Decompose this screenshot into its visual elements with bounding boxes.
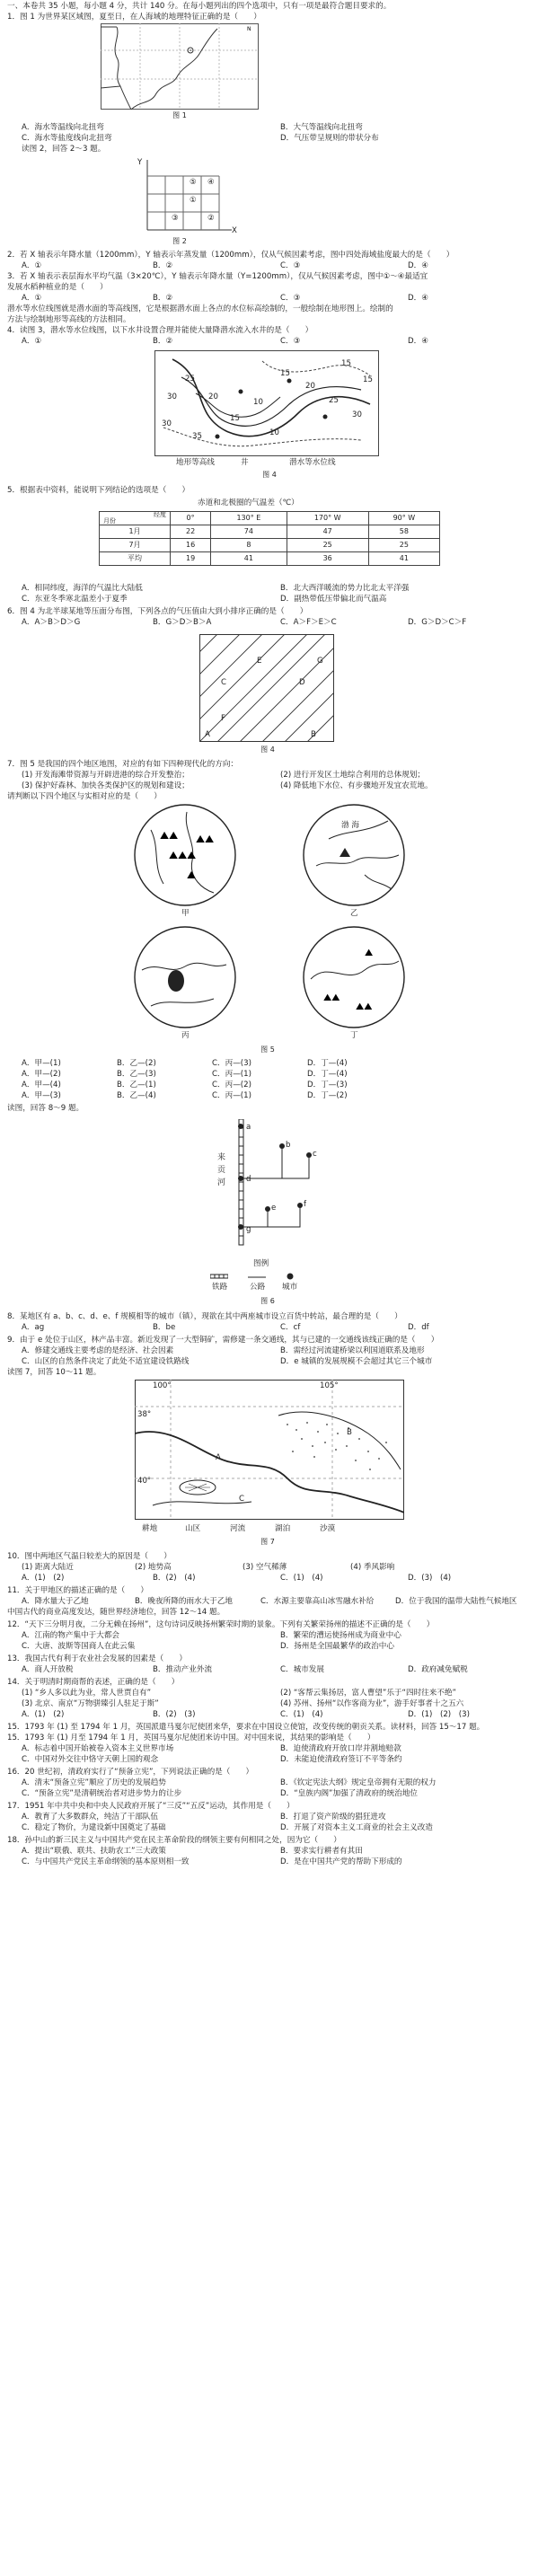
- question-12-stem: 12．“天下三分明月夜，二分无赖在扬州”，这句诗词反映扬州繁荣时期的景象。下列有关繁荣扬州的描述不正确的是（ ）: [7, 1620, 435, 1629]
- q8-option-b: B．be: [153, 1323, 176, 1332]
- legend-railway: 铁路: [212, 1283, 228, 1292]
- q10-option-d: D．(3) (4): [408, 1574, 452, 1583]
- question-11-stem: 11．关于甲地区的描述正确的是（ ）: [7, 1586, 149, 1595]
- q15-note: 15．1793 年 (1) 至 1794 年 1 月，英国派遣马戛尔尼使团来华，要求在中国设立使馆，改变传统的朝贡关系。读材料，回答 15～17 题。: [7, 1723, 485, 1732]
- map-ding: [302, 925, 406, 1029]
- q7-option-d3: D．丁—(3): [307, 1081, 348, 1090]
- table-cell: 7月: [100, 539, 171, 552]
- figure-isobar-diagram: [199, 634, 334, 742]
- point-label: F: [221, 714, 225, 723]
- q2-option-d: D．④: [408, 261, 428, 270]
- q5-option-d: D．副热带低压带偏北而气温高: [280, 595, 387, 604]
- question-3-stem: 3．若 X 轴表示表层海水平均气温（3×20℃），Y 轴表示年降水量（Y=1200mm），仅从气候因素考虑，图中①～④最适宜: [7, 272, 428, 281]
- q5-option-b: B．北大西洋暖流的势力比北太平洋强: [280, 584, 410, 593]
- table-cell: 36: [287, 552, 368, 566]
- contour-label: 20: [208, 393, 218, 401]
- q14-option-c: C．(1) (4): [280, 1710, 323, 1719]
- contour-label: 25: [185, 375, 195, 384]
- river-label: 来 贡 河: [217, 1153, 226, 1187]
- svg-text:⛰⛰: ⛰⛰: [196, 833, 215, 845]
- q14-item-2: (2) “客帮云集扬居，富人曹望”乐于“四时往来不绝”: [280, 1689, 456, 1698]
- svg-text:⛰: ⛰: [365, 947, 374, 958]
- q2-option-a: A．①: [22, 261, 42, 270]
- q7-option-a3: A．甲—(4): [22, 1081, 61, 1090]
- q12-option-a: A．江南的物产集中于大都会: [22, 1631, 120, 1640]
- svg-text:⛰⛰: ⛰⛰: [160, 829, 179, 842]
- question-9-stem: 9．由于 e 处位于山区，林产品丰富。新近发现了一大型铜矿，需修建一条交通线，其与已建的一交通线该线正确的是（ ）: [7, 1336, 439, 1345]
- q13-option-c: C．城市发展: [280, 1665, 324, 1674]
- figure-2-point-2: ②: [207, 214, 215, 223]
- contour-label: 10: [253, 398, 263, 407]
- q10-item-1: (1) 距离大陆近: [22, 1563, 74, 1572]
- figure-2-x-label: X: [232, 226, 237, 235]
- table-cell: 41: [368, 552, 439, 566]
- question-8-stem: 8．某地区有 a、b、c、d、e、f 规模相等的城市（镇），现欲在其中两座城市设立百货中转站，最合理的是（ ）: [7, 1312, 402, 1321]
- figure-7-region-map: [135, 1380, 404, 1520]
- q16-option-c: C．“预备立宪”是清朝统治者对进步势力的让步: [22, 1789, 182, 1798]
- table-row: [100, 539, 440, 552]
- table-header-month: 月份: [103, 517, 116, 525]
- question-7-stem: 7．图 5 是我国的四个地区地图，对应的有如下四种现代化的方向：: [7, 760, 239, 769]
- q2-option-c: C．③: [280, 261, 301, 270]
- q7-note: 读图，回答 8～9 题。: [7, 1104, 84, 1113]
- contour-label: 15: [280, 369, 290, 378]
- table-header: 170° W: [287, 512, 368, 525]
- table-cell: 47: [287, 525, 368, 539]
- q12-option-c: C．大唐、波斯等国商人在此云集: [22, 1642, 136, 1651]
- city-label: g: [246, 1225, 251, 1234]
- q7-option-b: B．乙—(2): [117, 1059, 156, 1068]
- figure-2-grid: [135, 158, 234, 235]
- q9-option-b: B．需经过河流建桥梁以利国道联系及地形: [280, 1346, 425, 1355]
- q7-option-c3: C．丙—(2): [212, 1081, 251, 1090]
- q7-option-d: D．丁—(4): [307, 1059, 348, 1068]
- q7-option-c: C．丙—(3): [212, 1059, 251, 1068]
- q7-option-a: A．甲—(1): [22, 1059, 61, 1068]
- figure-6-transport-map: [228, 1119, 327, 1254]
- city-label: f: [304, 1200, 307, 1209]
- section-header: 一、本卷共 35 小题，每小题 4 分，共计 140 分。在每小题列出的四个选项中，只有一项是最符合题目要求的。: [7, 2, 392, 11]
- legend-city-icon: [286, 1272, 295, 1281]
- figure-legend-contour: 地形等高线: [176, 458, 215, 467]
- q8-option-a: A．ag: [22, 1323, 45, 1332]
- q18-option-a: A．提出“联俄、联共、扶助农工”三大政策: [22, 1847, 166, 1856]
- q7-option-d4: D．丁—(2): [307, 1091, 348, 1100]
- question-14-stem: 14．关于明清时期商帮的表述，正确的是（ ）: [7, 1678, 180, 1687]
- table-cell: 58: [368, 525, 439, 539]
- figure-legend-well: 井: [241, 458, 249, 467]
- q7-option-c2: C．丙—(1): [212, 1070, 251, 1079]
- q10-option-b: B．(2) (4): [153, 1574, 196, 1583]
- question-1-stem: 1．图 1 为世界某区域图，夏至日，在人海域的地理特征正确的是（ ）: [7, 13, 261, 22]
- q14-item-3: (3) 北京、南京“万物骈臻引人驻足于斯”: [22, 1699, 159, 1708]
- q18-option-b: B．要求实行耕者有其田: [280, 1847, 363, 1856]
- q7-item-2: (2) 进行开发区土地综合利用的总体规划；: [280, 771, 425, 780]
- contour-label: 35: [192, 432, 202, 441]
- table-header: 0°: [171, 512, 211, 525]
- q15-option-c: C．中国对外交往中恪守天朝上国的观念: [22, 1755, 159, 1764]
- q7-option-b4: B．乙—(4): [117, 1091, 156, 1100]
- q7-option-d2: D．丁—(4): [307, 1070, 348, 1079]
- q11-option-b: B．晚夜所降的雨水大于乙地: [135, 1597, 234, 1606]
- q7-ask: 请判断以下四个地区与实相对应的是（ ）: [7, 792, 162, 801]
- legend-lake: 湖泊: [275, 1524, 291, 1533]
- q9-option-d: D．e 城镇的发展规模不会超过其它三个城市: [280, 1357, 433, 1366]
- contour-label: 30: [167, 393, 177, 401]
- q3-option-c: C．③: [280, 294, 301, 303]
- q7-option-c4: C．丙—(1): [212, 1091, 251, 1100]
- question-10-stem: 10．图中两地区气温日较差大的原因是（ ）: [7, 1552, 172, 1561]
- map-yi: [302, 803, 406, 907]
- question-16-stem: 16．20 世纪初，清政府实行了“预备立宪”，下列说法正确的是（ ）: [7, 1768, 254, 1777]
- q15-option-b: B．迫使清政府开放口岸并割地赔款: [280, 1744, 401, 1753]
- q1-option-d: D．气压带呈规则的带状分布: [280, 134, 379, 143]
- question-13-stem: 13．我国古代有利于农业社会发展的因素是（ ）: [7, 1654, 187, 1663]
- q14-option-a: A．(1) (2): [22, 1710, 65, 1719]
- map-label: C: [239, 1495, 245, 1504]
- q10-option-c: C．(1) (4): [280, 1574, 323, 1583]
- q16-option-d: D．“皇族内阁”加强了清政府的统治地位: [280, 1789, 419, 1798]
- legend-title: 图例: [253, 1259, 269, 1268]
- table-cell: 16: [171, 539, 211, 552]
- q8-option-d: D．df: [408, 1323, 429, 1332]
- map-label: B: [347, 1428, 352, 1437]
- figure-2-point-5: ⑤: [190, 178, 197, 187]
- figure-2-y-label: Y: [137, 158, 143, 167]
- q7-item-4: (4) 降低地下水位、有步骤地开发宜农荒地。: [280, 781, 433, 790]
- q10-option-a: A．(1) (2): [22, 1574, 65, 1583]
- svg-text:⛰⛰: ⛰⛰: [356, 1001, 373, 1012]
- q6-option-c: C．A＞F＞E＞C: [280, 618, 337, 627]
- city-label: e: [271, 1204, 277, 1213]
- legend-farmland: 耕地: [142, 1524, 158, 1533]
- figure-1-map: [101, 23, 259, 110]
- table-header: 130° E: [211, 512, 287, 525]
- point-label: C: [221, 678, 227, 687]
- q7-option-a2: A．甲—(2): [22, 1070, 61, 1079]
- table-cell: 25: [368, 539, 439, 552]
- table-cell: 1月: [100, 525, 171, 539]
- q7-item-1: (1) 开发海滩带资源与开辟进港的综合开发整治；: [22, 771, 190, 780]
- city-label: c: [313, 1150, 317, 1159]
- q17-option-b: B．打退了资产阶级的猖狂进攻: [280, 1813, 386, 1822]
- point-label: G: [317, 657, 323, 666]
- q14-option-d: D．(1) (2) (3): [408, 1710, 470, 1719]
- q7-option-b3: B．乙—(1): [117, 1081, 156, 1090]
- table-row: [100, 552, 440, 566]
- svg-text:⛰⛰⛰: ⛰⛰⛰: [169, 849, 197, 861]
- city-label: a: [246, 1123, 251, 1132]
- legend-road: 公路: [250, 1283, 266, 1292]
- table-corner: [100, 512, 171, 525]
- q5-option-a: A．相同纬度，海洋的气温比大陆低: [22, 584, 143, 593]
- figure-2-caption: 图 2: [172, 237, 187, 245]
- q3-passage-line-1: 潜水等水位线图就是潜水面的等高线图，它是根据潜水面上各点的水位标高绘制的，一般绘制在地形图上。绘制的: [7, 304, 393, 313]
- q9-option-c: C．山区的自然条件决定了此处不适宜建设铁路线: [22, 1357, 190, 1366]
- table-row: [100, 525, 440, 539]
- table-cell: 平均: [100, 552, 171, 566]
- q1-option-c: C．海水等盐度线向北扭弯: [22, 134, 112, 143]
- q6-option-b: B．G＞D＞B＞A: [153, 618, 212, 627]
- q4-option-b: B．②: [153, 337, 173, 346]
- question-15-stem: 15．1793 年 (1) 月至 1794 年 1 月，英国马戛尔尼使团来访中国。对中国来说，其结果的影响是（ ）: [7, 1734, 375, 1742]
- question-2-stem: 2．若 X 轴表示年降水量（1200mm），Y 轴表示年蒸发量（1200mm），仅从气候因素考虑，图中四处海域盐度最大的是（ ）: [7, 251, 454, 260]
- svg-text:⛰⛰: ⛰⛰: [323, 992, 340, 1003]
- q2-option-b: B．②: [153, 261, 173, 270]
- contour-label: 15: [230, 414, 240, 423]
- q4-option-c: C．③: [280, 337, 301, 346]
- point-label: D: [299, 678, 305, 687]
- legend-railway-icon: [210, 1274, 228, 1279]
- question-17-stem: 17．1951 年中共中央和中央人民政府开展了“三反”“五反”运动，其作用是（ ）: [7, 1802, 295, 1811]
- q18-option-d: D．是在中国共产党的帮助下形成的: [280, 1857, 402, 1866]
- svg-text:⛰: ⛰: [187, 869, 197, 881]
- q14-item-4: (4) 苏州、扬州“以作客商为业”，游手好事者十之五六: [280, 1699, 464, 1708]
- legend-city: 城市: [282, 1283, 298, 1292]
- map-label-jia: 甲: [181, 909, 190, 918]
- q9-note: 读图 7，回答 10～11 题。: [7, 1368, 101, 1377]
- q12-option-d: D．扬州是全国最繁华的政治中心: [280, 1642, 394, 1651]
- map-label: A: [216, 1453, 221, 1462]
- legend-desert: 沙漠: [320, 1524, 336, 1533]
- contour-label: 30: [162, 419, 172, 428]
- q7-item-3: (3) 保护好森林、加快各类保护区的规划和建设；: [22, 781, 190, 790]
- q1-option-b: B．大气等温线向北扭弯: [280, 123, 363, 132]
- q15-option-d: D．未能迫使清政府签订不平等条约: [280, 1755, 402, 1764]
- table-cell: 19: [171, 552, 211, 566]
- q10-item-3: (3) 空气稀薄: [243, 1563, 287, 1572]
- q10-item-2: (2) 地势高: [135, 1563, 172, 1572]
- q12-option-b: B．繁荣的漕运使扬州成为商业中心: [280, 1631, 401, 1640]
- sea-label: 渤 海: [341, 821, 359, 830]
- contour-label: 20: [305, 382, 315, 391]
- q1-option-a: A．海水等温线向北扭弯: [22, 123, 104, 132]
- q14-option-b: B．(2) (3): [153, 1710, 196, 1719]
- map-label-yi: 乙: [350, 909, 358, 918]
- q9-option-a: A．修建交通线主要考虑的是经济、社会因素: [22, 1346, 174, 1355]
- q11-option-d: D．位于我国的温带大陆性气候地区: [395, 1597, 517, 1606]
- map-label-ding: 丁: [350, 1031, 358, 1040]
- table-cell: 74: [211, 525, 287, 539]
- map-label: 105°: [320, 1381, 339, 1390]
- map-label-bing: 丙: [181, 1031, 190, 1040]
- table-cell: 22: [171, 525, 211, 539]
- q10-item-4: (4) 季风影响: [350, 1563, 395, 1572]
- q7-option-b2: B．乙—(3): [117, 1070, 156, 1079]
- contour-label: 15: [363, 375, 373, 384]
- q6-option-a: A．A＞B＞D＞G: [22, 618, 81, 627]
- table-cell: 25: [287, 539, 368, 552]
- q3-option-b: B．②: [153, 294, 173, 303]
- figure-caption: 图 7: [260, 1538, 275, 1546]
- table-header: 90° W: [368, 512, 439, 525]
- map-jia: [133, 803, 237, 907]
- question-5-stem: 5．根据表中资料，能说明下列结论的选项是（ ）: [7, 486, 190, 495]
- q3-option-a: A．①: [22, 294, 42, 303]
- q13-option-d: D．政府减免赋税: [408, 1665, 468, 1674]
- point-label: E: [257, 657, 262, 666]
- map-label: 100°: [153, 1381, 172, 1390]
- q17-option-d: D．开展了对资本主义工商业的社会主义改造: [280, 1823, 433, 1832]
- figure-caption: 图 4: [260, 745, 275, 754]
- legend-road-icon: [248, 1275, 266, 1279]
- figure-1-caption: 图 1: [172, 111, 187, 119]
- q5-option-c: C．东亚冬季寒北温差小于夏季: [22, 595, 128, 604]
- table-cell: 8: [211, 539, 287, 552]
- q11-option-a: A．降水量大于乙地: [22, 1597, 89, 1606]
- map-bing: [133, 925, 237, 1029]
- q17-option-c: C．稳定了物价，为建设新中国奠定了基础: [22, 1823, 166, 1832]
- q4-option-d: D．④: [408, 337, 428, 346]
- figure-legend-water-table: 潜水等水位线: [289, 458, 336, 467]
- q16-option-a: A．清末“预备立宪”顺应了历史的发展趋势: [22, 1778, 166, 1787]
- q11-option-c: C．水源主要靠高山冰雪融水补给: [260, 1597, 375, 1606]
- contour-label: 25: [329, 396, 339, 405]
- figure-2-point-3: ③: [172, 214, 179, 223]
- figure-caption: 图 5: [260, 1045, 275, 1054]
- q16-option-b: B．《钦定宪法大纲》规定皇帝拥有无限的权力: [280, 1778, 437, 1787]
- map-label: 38°: [137, 1410, 152, 1419]
- point-label: A: [205, 730, 210, 739]
- q8-option-c: C．cf: [280, 1323, 301, 1332]
- legend-river: 河流: [230, 1524, 246, 1533]
- q6-option-d: D．G＞D＞C＞F: [408, 618, 467, 627]
- city-label: d: [246, 1175, 251, 1184]
- q13-option-b: B．推动产业外流: [153, 1665, 213, 1674]
- q18-option-c: C．与中国共产党民主革命纲领的基本原则相一致: [22, 1857, 190, 1866]
- figure-2-point-1: ①: [190, 196, 197, 205]
- contour-label: 30: [352, 410, 362, 419]
- q3-option-d: D．④: [408, 294, 428, 303]
- q7-option-a4: A．甲—(3): [22, 1091, 61, 1100]
- q17-option-a: A．教育了大多数群众，纯洁了干部队伍: [22, 1813, 158, 1822]
- figure-caption: 图 6: [260, 1297, 275, 1305]
- map-label: 40°: [137, 1477, 152, 1486]
- table-title: 赤道和北极圈的气温差（℃）: [198, 498, 299, 507]
- legend-mountain: 山区: [185, 1524, 201, 1533]
- contour-label: 10: [269, 428, 279, 437]
- svg-text:N: N: [247, 26, 251, 32]
- temperature-table: [99, 511, 440, 566]
- figure-caption: 图 4: [262, 471, 277, 479]
- contour-label: 15: [341, 359, 351, 368]
- q4-option-a: A．①: [22, 337, 42, 346]
- q14-item-1: (1) “乡人多以此为业，常人世贾自有”: [22, 1689, 152, 1698]
- table-cell: 41: [211, 552, 287, 566]
- question-6-stem: 6．图 4 为北半球某地等压面分布图，下列各点的气压值由大到小排序正确的是（ ）: [7, 607, 308, 616]
- question-4-stem: 4．读图 3，潜水等水位线图，以下水井设置合理并能使大量降潜水流入水井的是（ ）: [7, 326, 313, 335]
- q1-note: 读图 2，回答 2～3 题。: [22, 145, 106, 154]
- q13-option-a: A．商人开放税: [22, 1665, 74, 1674]
- figure-2-point-4: ④: [207, 178, 215, 187]
- point-label: B: [311, 730, 316, 739]
- question-18-stem: 18．孙中山的新三民主义与中国共产党在民主革命阶段的纲领主要有何相同之处，因为它（ ）: [7, 1836, 341, 1845]
- q15-option-a: A．标志着中国开始被卷入资本主义世界市场: [22, 1744, 174, 1753]
- q11-note: 中国古代的商业高度发达，随世界经济地位，回答 12～14 题。: [7, 1608, 225, 1617]
- city-label: b: [286, 1141, 291, 1150]
- q3-passage-line-2: 方法与绘制地形等高线的方法相同。: [7, 315, 131, 324]
- table-header-longitude: 经度: [154, 511, 166, 518]
- question-3-stem-cont: 发展水稻种植业的是（ ）: [7, 283, 108, 292]
